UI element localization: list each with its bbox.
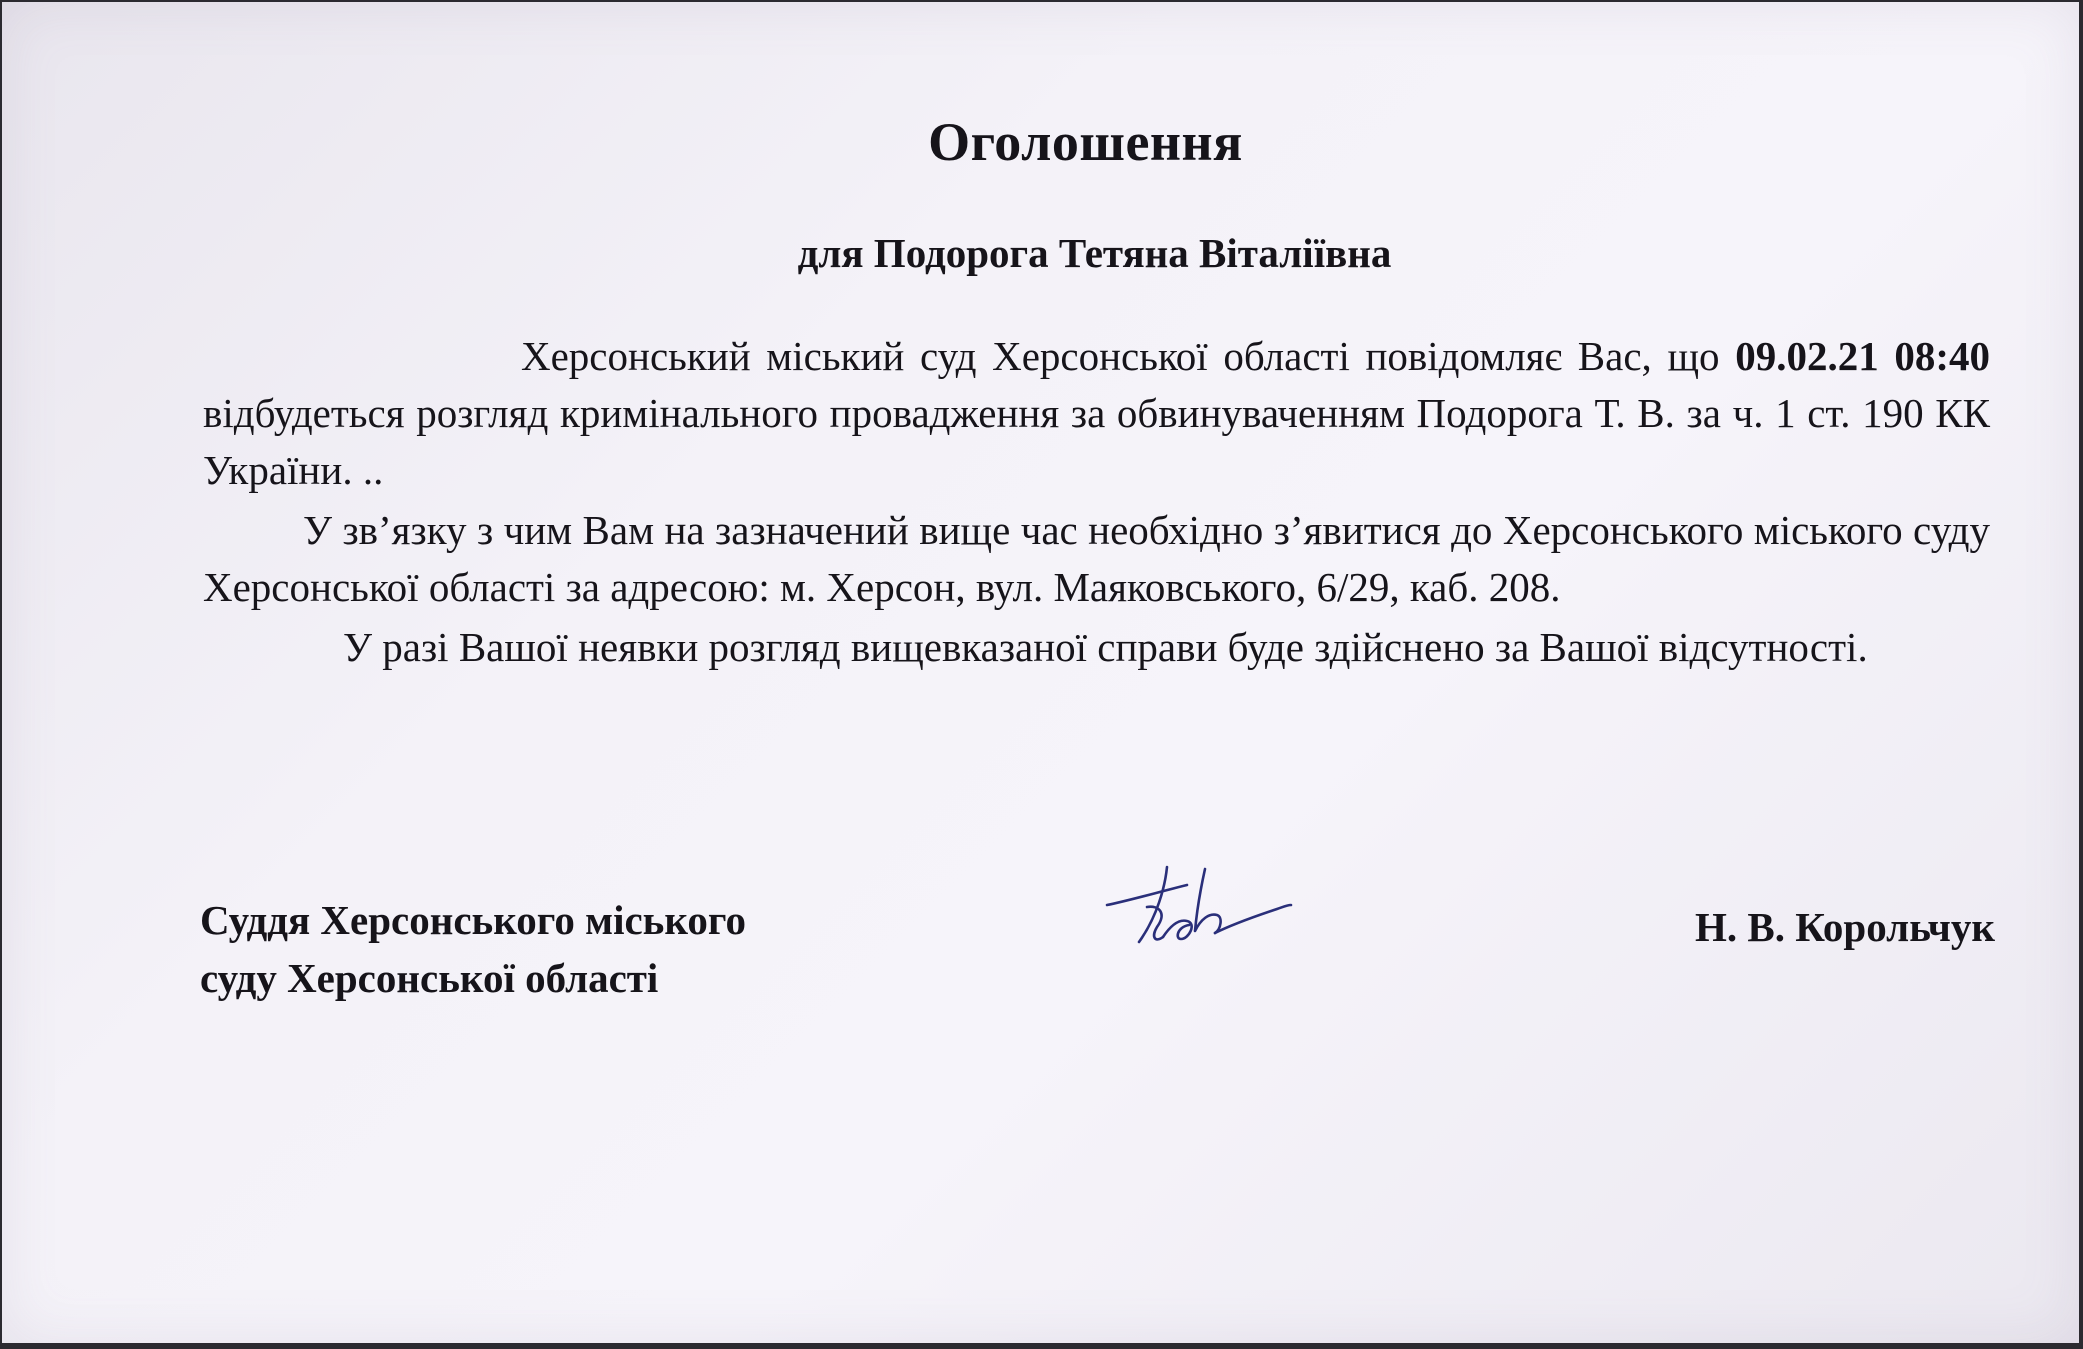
notice-rest: відбудеться розгляд кримінального провадження за обвинуваченням Подорога Т. В. за ч. 1 ст. 190 КК України. ..: [203, 390, 1990, 493]
document-title: Оголошення: [928, 112, 1243, 172]
paragraph-notice: [203, 328, 1990, 499]
judge-position: [200, 891, 746, 1007]
judge-position-line2: суду Херсонської області: [200, 955, 659, 1001]
judge-name: Н. В. Корольчук: [1695, 904, 1995, 950]
hearing-datetime: 09.02.21 08:40: [1735, 333, 1991, 379]
paragraph-absence: У разі Вашої неявки розгляд вищевказаної справи буде здійснено за Вашої відсутності.: [343, 624, 1868, 670]
document-sheet: [2, 2, 2079, 1343]
judge-position-line1: Суддя Херсонського міського: [200, 897, 747, 943]
notice-lead: Херсонський міський суд Херсонської області повідомляє Вас, що: [521, 333, 1736, 379]
paragraph-appearance: У зв’язку з чим Вам на зазначений вище час необхідно з’явитися до Херсонського міського суду Херсонської області за адресою: м. Херсон, вул. Маяковського, 6/29, каб. 208.: [203, 507, 1990, 610]
document-body: [203, 328, 1990, 676]
recipient-line: для Подорога Тетяна Віталіївна: [797, 230, 1392, 276]
handwritten-signature-icon: [1097, 847, 1297, 967]
